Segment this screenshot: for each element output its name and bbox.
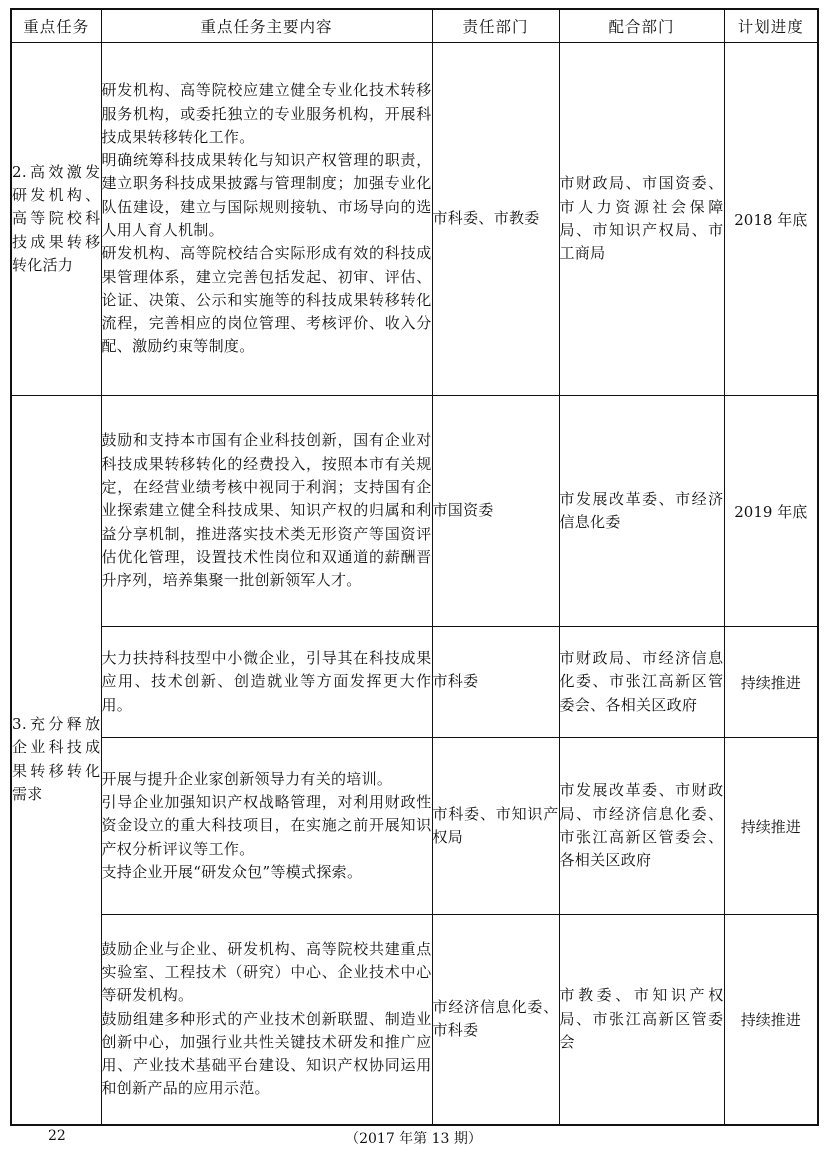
header-responsible: 责任部门 [432, 9, 559, 43]
table-row [11, 43, 818, 396]
header-progress: 计划进度 [724, 9, 818, 43]
header-task: 重点任务 [11, 9, 101, 43]
content-cell [101, 738, 432, 915]
progress-cell: 持续推进 [724, 915, 818, 1125]
cooperating-cell: 市发展改革委、市财政局、市经济信息化委、市张江高新区管委会、各相关区政府 [559, 738, 724, 915]
table-row [11, 738, 818, 915]
page-number: 22 [48, 1128, 66, 1144]
content-cell [101, 43, 432, 396]
table-header-row [11, 9, 818, 43]
content-paragraph: 引导企业加强知识产权战略管理，对利用财政性资金设立的重大科技项目，在实施之前开展知识产权分析评议等工作。 [101, 793, 432, 858]
content-cell [101, 396, 432, 627]
issue-label: （2017 年第 13 期） [345, 1131, 482, 1147]
table-row [11, 915, 818, 1125]
content-paragraph: 支持企业开展“研发众包”等模式探索。 [101, 862, 363, 881]
task-table [10, 8, 819, 1126]
task-cell: 3.充分释放企业科技成果转移转化需求 [11, 396, 101, 1125]
content-cell [101, 915, 432, 1125]
progress-cell: 2018 年底 [724, 43, 818, 396]
content-paragraph: 鼓励和支持本市国有企业科技创新，国有企业对科技成果转移转化的经费投入，按照本市有关规定，在经营业绩考核中视同于利润；支持国有企业探索建立健全科技成果、知识产权的归属和利益分享机制，推进落实技术类无形资产等国资评估优化管理，设置技术性岗位和双通道的薪酬晋升序列，培养集聚一批创新领军人才。 [101, 431, 432, 590]
page-footer [0, 1128, 827, 1152]
document-page [10, 8, 817, 1126]
cooperating-cell: 市教委、市知识产权局、市张江高新区管委会 [559, 915, 724, 1125]
responsible-cell: 市科委、市知识产权局 [432, 738, 559, 915]
responsible-cell: 市经济信息化委、市科委 [432, 915, 559, 1125]
table-row [11, 396, 818, 627]
responsible-cell: 市科委、市教委 [432, 43, 559, 396]
header-cooperating: 配合部门 [559, 9, 724, 43]
content-paragraph: 研发机构、高等院校应建立健全专业化技术转移服务机构，或委托独立的专业服务机构，开展科技成果转移转化工作。 [101, 81, 432, 146]
responsible-cell: 市科委 [432, 627, 559, 738]
cooperating-cell: 市财政局、市经济信息化委、市张江高新区管委会、各相关区政府 [559, 627, 724, 738]
cooperating-cell: 市财政局、市国资委、市人力资源社会保障局、市知识产权局、市工商局 [559, 43, 724, 396]
content-cell [101, 627, 432, 738]
responsible-cell: 市国资委 [432, 396, 559, 627]
task-cell: 2.高效激发研发机构、高等院校科技成果转移转化活力 [11, 43, 101, 396]
content-paragraph: 开展与提升企业家创新领导力有关的培训。 [101, 769, 393, 788]
cooperating-cell: 市发展改革委、市经济信息化委 [559, 396, 724, 627]
progress-cell: 持续推进 [724, 738, 818, 915]
progress-cell: 持续推进 [724, 627, 818, 738]
table-row [11, 627, 818, 738]
content-paragraph: 大力扶持科技型中小微企业，引导其在科技成果应用、技术创新、创造就业等方面发挥更大作用。 [101, 649, 432, 714]
content-paragraph: 鼓励企业与企业、研发机构、高等院校共建重点实验室、工程技术（研究）中心、企业技术中心等研发机构。 [101, 939, 432, 1005]
content-paragraph: 鼓励组建多种形式的产业技术创新联盟、制造业创新中心，加强行业共性关键技术研发和推广应用、产业技术基础平台建设、知识产权协同运用和创新产品的应用示范。 [101, 1009, 432, 1098]
content-paragraph: 明确统筹科技成果转化与知识产权管理的职责，建立职务科技成果披露与管理制度；加强专业化队伍建设，建立与国际规则接轨、市场导向的选人用人育人机制。 [101, 151, 432, 239]
progress-cell: 2019 年底 [724, 396, 818, 627]
header-content: 重点任务主要内容 [101, 9, 432, 43]
content-paragraph: 研发机构、高等院校结合实际形成有效的科技成果管理体系，建立完善包括发起、初审、评估、论证、决策、公示和实施等的科技成果转移转化流程，完善相应的岗位管理、考核评价、收入分配、激励约束等制度。 [101, 244, 432, 356]
